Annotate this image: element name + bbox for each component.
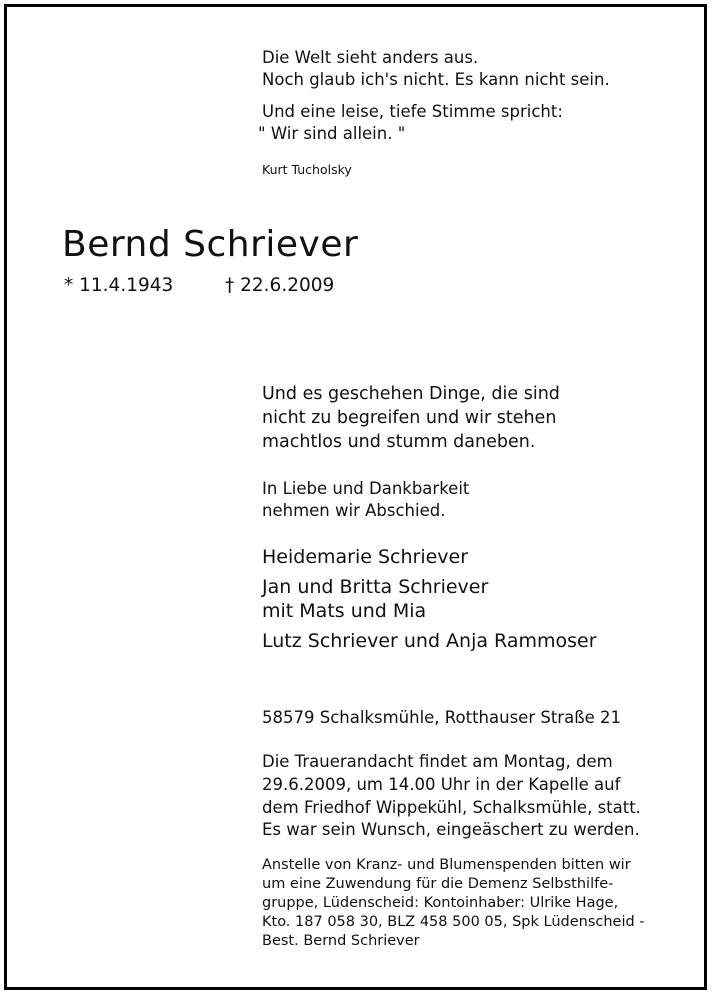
family-member: Heidemarie Schriever — [262, 546, 469, 568]
farewell-text — [262, 478, 469, 522]
family-member: Jan und Britta Schriever — [262, 576, 489, 598]
family-member: Lutz Schriever und Anja Rammoser — [262, 630, 597, 652]
poem-line: " Wir sind allein. " — [258, 124, 406, 143]
donation-notice — [262, 856, 645, 951]
poem-stanza-1 — [262, 47, 610, 91]
cremation-wish: Es war sein Wunsch, eingeäschert zu werden. — [262, 820, 640, 839]
poem-line: Und eine leise, tiefe Stimme spricht: — [262, 102, 563, 121]
donation-line: Kto. 187 058 30, BLZ 458 500 05, Spk Lüdenscheid - — [262, 914, 645, 930]
family-address: 58579 Schalksmühle, Rotthauser Straße 21 — [262, 708, 621, 727]
service-line: Die Trauerandacht findet am Montag, dem — [262, 752, 613, 771]
memorial-quote — [262, 382, 560, 454]
poem-stanza-2 — [258, 101, 563, 145]
donation-line: um eine Zuwendung für die Demenz Selbsthilfe- — [262, 876, 614, 892]
quote-line: Und es geschehen Dinge, die sind — [262, 384, 560, 404]
donation-line: gruppe, Lüdenscheid: Kontoinhaber: Ulrike Hage, — [262, 895, 619, 911]
death-date: † 22.6.2009 — [225, 275, 335, 296]
deceased-name: Bernd Schriever — [62, 224, 359, 265]
service-line: 29.6.2009, um 14.00 Uhr in der Kapelle auf — [262, 775, 621, 794]
birth-date: * 11.4.1943 — [64, 275, 174, 296]
service-line: dem Friedhof Wippekühl, Schalksmühle, statt. — [262, 798, 641, 817]
family-list — [262, 545, 597, 653]
donation-line: Best. Bernd Schriever — [262, 933, 420, 949]
poem-line: Die Welt sieht anders aus. — [262, 48, 479, 67]
quote-line: nicht zu begreifen und wir stehen — [262, 408, 557, 428]
poem-author: Kurt Tucholsky — [262, 162, 352, 177]
quote-line: machtlos und stumm daneben. — [262, 432, 536, 452]
farewell-line: In Liebe und Dankbarkeit — [262, 479, 470, 498]
donation-line: Anstelle von Kranz- und Blumenspenden bitten wir — [262, 857, 631, 873]
service-info — [262, 750, 641, 819]
farewell-line: nehmen wir Abschied. — [262, 501, 446, 520]
family-member: mit Mats und Mia — [262, 600, 427, 622]
poem-line: Noch glaub ich's nicht. Es kann nicht sein. — [262, 70, 610, 89]
